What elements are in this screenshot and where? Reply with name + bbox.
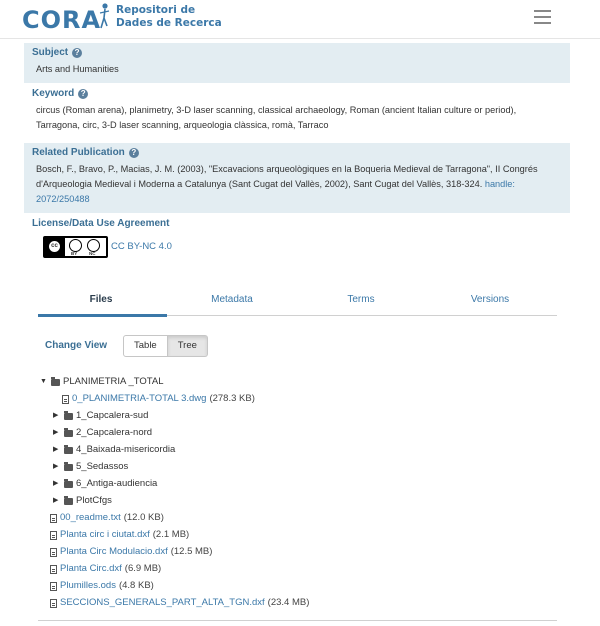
tab-files[interactable]: Files [89,294,113,305]
folder-icon [64,447,73,454]
file-link[interactable]: SECCIONS_GENERALS_PART_ALTA_TGN.dxf [60,597,265,608]
file-icon [50,548,57,557]
folder-open-icon [51,379,60,386]
keyword-label [32,88,562,99]
cc-badge-by: BY [71,251,78,256]
tree-view-button[interactable]: Tree [168,335,208,357]
logo-subtitle-line2: Dades de Recerca [116,17,222,29]
license-link[interactable]: CC BY-NC 4.0 [111,241,172,252]
folder-name: PlotCfgs [76,495,112,506]
publication-line-2 [36,177,562,192]
folder-name: 2_Capcalera-nord [76,427,153,438]
license-label: License/Data Use Agreement [32,218,170,229]
change-view-label: Change View [45,340,108,351]
file-icon [50,514,57,523]
file-icon [50,565,57,574]
cc-badge-nc: NC [89,251,96,256]
caret-right-icon[interactable]: ▶ [53,497,59,504]
file-link[interactable]: Planta circ i ciutat.dxf [60,529,150,540]
cc-by-nc-badge-icon[interactable] [43,236,108,258]
tree-folder[interactable] [53,460,128,474]
publication-line-2-text: d'Arqueologia Medieval i Moderna a Catalunya (Sant Cugat del Vallès, 2002), Sant Cugat del Vallès, 318-324. [36,179,483,189]
handle-link-part2[interactable]: 2072/250488 [36,194,90,204]
related-publication-row [24,143,570,213]
cora-logo-figure-icon [97,2,111,32]
folder-icon [64,430,73,437]
tree-folder[interactable] [53,494,112,508]
tree-root-folder[interactable] [40,375,163,389]
caret-right-icon[interactable]: ▶ [53,412,59,419]
file-link[interactable]: 0_PLANIMETRIA-TOTAL 3.dwg [72,393,207,404]
tree-folder[interactable] [53,443,175,457]
help-icon[interactable]: ? [72,48,82,58]
keyword-row [24,88,570,140]
cc-logo-icon: cc [48,240,61,253]
folder-name: 5_Sedassos [76,461,129,472]
folder-name: 1_Capcalera-sud [76,410,149,421]
file-link[interactable]: Planta Circ Modulacio.dxf [60,546,168,557]
hamburger-icon [534,10,551,12]
file-size: (12.5 MB) [170,546,213,557]
file-size: (4.8 KB) [118,580,154,591]
file-size: (2.1 MB) [152,529,190,540]
tree-file [50,596,309,610]
caret-down-icon[interactable]: ▼ [40,378,47,385]
related-publication-value [32,162,562,207]
caret-right-icon[interactable]: ▶ [53,429,59,436]
folder-icon [64,413,73,420]
file-link[interactable]: Planta Circ.dxf [60,563,122,574]
caret-right-icon[interactable]: ▶ [53,463,59,470]
site-header [0,0,600,39]
keyword-label-text: Keyword [32,88,75,99]
folder-name: 4_Baixada-misericordia [76,444,176,455]
tab-metadata[interactable]: Metadata [211,294,253,305]
bottom-divider [38,620,557,621]
file-icon [50,599,57,608]
caret-right-icon[interactable]: ▶ [53,446,59,453]
help-icon[interactable]: ? [129,148,139,158]
folder-icon [64,464,73,471]
tree-file [50,528,189,542]
tree-file [50,562,161,576]
tree-file [50,511,164,525]
folder-name: 6_Antiga-audiencia [76,478,158,489]
keyword-value [32,103,562,133]
tree-folder[interactable] [53,477,157,491]
tab-terms[interactable]: Terms [347,294,375,305]
license-row [24,218,570,234]
cora-logo[interactable]: CORA [22,6,102,34]
spreadsheet-file-icon [50,582,57,591]
dataset-tabs [38,292,557,316]
file-size: (12.0 KB) [123,512,164,523]
table-view-button[interactable]: Table [123,335,168,357]
file-size: (23.4 MB) [267,597,310,608]
folder-icon [64,481,73,488]
subject-label-text: Subject [32,47,69,58]
logo-subtitle-line1: Repositori de [116,4,196,16]
file-icon [50,531,57,540]
menu-toggle-button[interactable] [528,6,558,28]
subject-label [32,47,562,58]
tree-folder[interactable] [53,409,148,423]
subject-value: Arts and Humanities [36,64,119,74]
keyword-line-2: Tarragona, circ, 3-D laser scanning, arqueologia clàssica, romà, Tarraco [36,120,329,130]
subject-row [24,43,570,83]
folder-icon [64,498,73,505]
hamburger-bar [534,22,551,24]
file-size: (6.9 MB) [124,563,162,574]
file-link[interactable]: 00_readme.txt [60,512,121,523]
hamburger-bar [534,16,551,18]
tree-file [50,579,154,593]
help-icon[interactable]: ? [78,89,88,99]
file-link[interactable]: Plumilles.ods [60,580,116,591]
root-folder-name: PLANIMETRIA _TOTAL [63,376,164,387]
caret-right-icon[interactable]: ▶ [53,480,59,487]
tree-file [50,545,212,559]
file-size: (278.3 KB) [209,393,255,404]
logo-subtitle [116,4,222,30]
active-tab-indicator [38,314,167,317]
publication-line-1: Bosch, F., Bravo, P., Macias, J. M. (2003), "Excavacions arqueològiques en la Boqueria Medieval de Tarragona", II Congrés [36,164,538,174]
tree-folder[interactable] [53,426,152,440]
view-toggle [123,335,208,357]
file-icon [62,395,69,404]
keyword-line-1: circus (Roman arena), planimetry, 3-D laser scanning, classical archaeology, Roman (ancient Italian culture or period), [36,105,517,115]
handle-link-part1[interactable]: handle: [484,179,515,189]
related-publication-label [32,147,562,158]
tree-file [62,392,255,406]
related-publication-label-text: Related Publication [32,147,125,158]
tab-versions[interactable]: Versions [470,294,510,305]
